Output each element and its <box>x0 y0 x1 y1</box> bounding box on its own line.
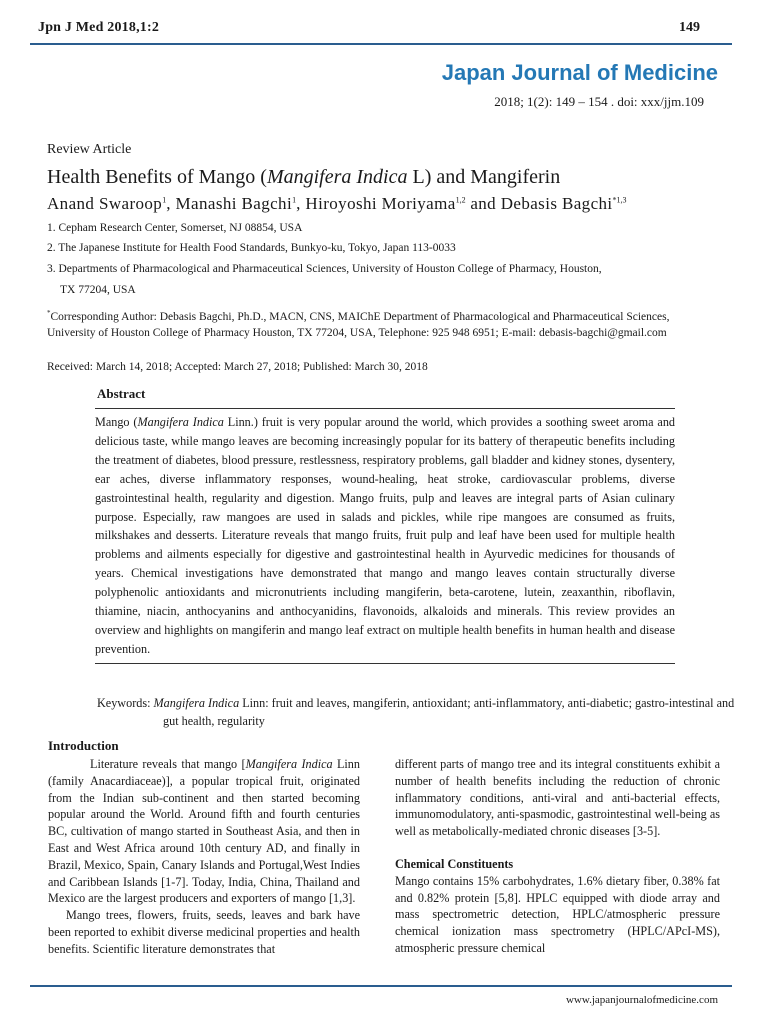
title-prefix: Health Benefits of Mango ( <box>47 166 267 188</box>
author-name: Anand Swaroop <box>47 194 163 213</box>
intro-p1-prefix: Literature reveals that mango [ <box>90 757 246 771</box>
keywords-text: Linn: fruit and leaves, mangiferin, antioxidant; anti-inflammatory, anti-diabetic; gastro-intestinal and gut health, regularity <box>163 696 735 728</box>
affiliation-3-continued: TX 77204, USA <box>60 284 136 296</box>
author-name: Hiroyoshi Moriyama <box>305 194 456 213</box>
abstract-heading: Abstract <box>97 386 146 401</box>
intro-p1-species: Mangifera Indica <box>245 757 333 771</box>
intro-p1-text: Linn (family Anacardiaceae)], a popular tropical fruit, originated from the Indian sub-continent and then started becoming popular around the World. Around fifth and fourth centuries BC, cultivation of mango started in Southeast Asia, and then in East and West Africa around 10th century AD, and finally in Brazil, Mexico, Spain, Canary Islands and Portugal,West Indies and Caribbean Islands [1-7]. Today, India, China, Thailand and Mexico are the largest producers and exporters of mango [1,3]. <box>48 757 360 906</box>
journal-citation: 2018; 1(2): 149 – 154 . doi: xxx/jjm.109 <box>494 94 704 109</box>
column-right <box>395 756 720 957</box>
abstract-body <box>95 408 675 664</box>
keywords-species: Mangifera Indica <box>153 696 240 710</box>
author-affiliation-mark: 1 <box>162 195 167 205</box>
corresponding-mark: * <box>47 309 51 317</box>
page-number: 149 <box>679 20 700 35</box>
affiliation-1: 1. Cepham Research Center, Somerset, NJ 08854, USA <box>47 222 303 234</box>
corresponding-author <box>47 305 697 342</box>
journal-name: Japan Journal of Medicine <box>441 60 718 85</box>
title-species: Mangifera Indica <box>266 166 408 188</box>
author-affiliation-mark: *1,3 <box>612 195 627 205</box>
abstract-section <box>95 383 675 664</box>
author-list <box>47 194 627 214</box>
author-separator: , <box>166 194 176 213</box>
affiliation-3: 3. Departments of Pharmacological and Pharmaceutical Sciences, University of Houston College of Pharmacy, Houston, <box>47 263 602 275</box>
author-separator: and <box>465 194 501 213</box>
article-title <box>47 166 560 189</box>
author-separator: , <box>296 194 306 213</box>
column-left <box>48 756 360 958</box>
author-name: Debasis Bagchi <box>500 194 613 213</box>
author-affiliation-mark: 1 <box>292 195 297 205</box>
introduction-heading: Introduction <box>48 738 119 753</box>
footer-rule <box>30 985 732 987</box>
intro-paragraph-1 <box>48 756 360 907</box>
title-suffix: L) and Mangiferin <box>407 166 561 188</box>
intro-paragraph-3: different parts of mango tree and its integral constituents exhibit a number of health benefits including the reduction of chronic inflammatory conditions, anti-viral and anti-bacterial effects, immunomodulatory, anti-spasmodic, gastrointestinal well-being as well as metabolically-mediated chronic diseases [3-5]. <box>395 757 720 839</box>
running-head-citation: Jpn J Med 2018,1:2 <box>38 20 160 35</box>
publication-dates: Received: March 14, 2018; Accepted: March 27, 2018; Published: March 30, 2018 <box>47 361 428 373</box>
corresponding-text: Corresponding Author: Debasis Bagchi, Ph.D., MACN, CNS, MAIChE Department of Pharmacological and Pharmaceutical Sciences, University of Houston College of Pharmacy Houston, TX 77204, USA, Telephone: 925 948 6951; E-mail: debasis-bagchi@gmail.com <box>47 310 670 340</box>
abstract-species: Mangifera Indica <box>137 415 224 429</box>
footer-url: www.japanjournalofmedicine.com <box>565 994 718 1006</box>
author-name: Manashi Bagchi <box>175 194 293 213</box>
article-type: Review Article <box>47 142 132 157</box>
author-affiliation-mark: 1,2 <box>455 195 466 205</box>
abstract-text: Linn.) fruit is very popular around the world, which provides a soothing sweet aroma and delicious taste, while mango leaves are becoming increasingly popular for its battery of therapeutic benefits including the treatment of diabetes, blood pressure, restlessness, respiratory problems, gall bladder and kidney stones, dysentery, ear aches, diverse inflammatory responses, wound-healing, heat stroke, cardiovascular problems, diverse gastrointestinal health, regularity and digestion. Mango fruits, pulp and leaves are integral parts of Asian culinary purpose. Especially, raw mangoes are used in salads and pickles, while ripe mangoes are consumed as fruits, milkshakes and desserts. Literature reveals that mango fruits, fruit pulp and leaf have been used for multiple health problems and ailments especially for digestive and gastrointestinal health in Ayurvedic medicines for thousands of years. Chemical investigations have demonstrated that mango and mango leaves contain structurally diverse polyphenolic antioxidants and micronutrients including mangiferin, beta-carotene, lutein, zeaxanthin, riboflavin, thiamine, niacin, anthocyanins and anthocyanidins, flavonoids, alkaloids and minerals. This review provides an overview and highlights on mangiferin and mango leaf extract on multiple health benefits in human health and disease prevention. <box>95 415 676 656</box>
intro-paragraph-2: Mango trees, flowers, fruits, seeds, leaves and bark have been reported to exhibit diverse medicinal properties and health benefits. Scientific literature demonstrates that <box>48 908 360 956</box>
chemical-constituents-heading: Chemical Constituents <box>395 856 514 871</box>
chemical-constituents-paragraph: Mango contains 15% carbohydrates, 1.6% dietary fiber, 0.38% fat and 0.82% protein [5,8]. HPLC equipped with diode array and mass spectrometric detection, HPLC/atmospheric pressure chemical ionization mass spectrometry (HPLC/APcI-MS), atmospheric pressure chemical <box>395 873 720 955</box>
header-rule <box>30 43 732 45</box>
keywords <box>97 694 741 730</box>
keywords-label: Keywords: <box>97 696 154 710</box>
abstract-prefix: Mango ( <box>95 415 138 429</box>
affiliation-2: 2. The Japanese Institute for Health Food Standards, Bunkyo-ku, Tokyo, Japan 113-0033 <box>47 242 456 254</box>
